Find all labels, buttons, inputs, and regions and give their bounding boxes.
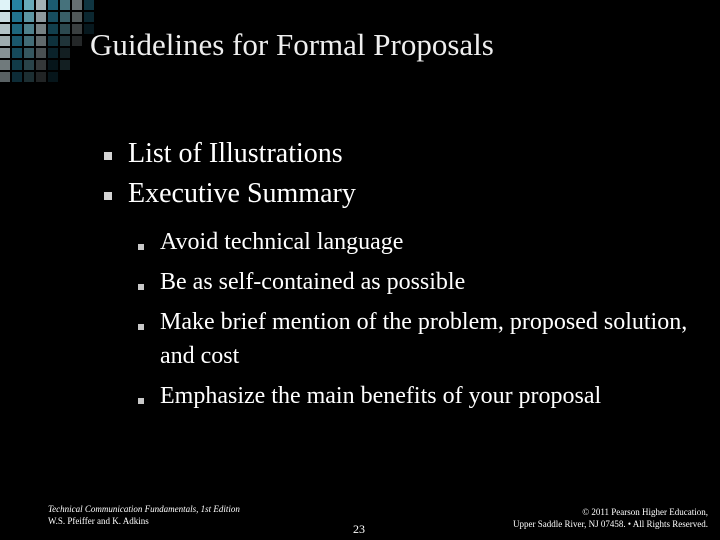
bullet-square-icon — [138, 244, 144, 250]
mosaic-tiles — [0, 0, 94, 82]
bullet-text: Executive Summary — [128, 178, 356, 209]
mosaic-tile — [36, 36, 46, 46]
sub-bullet-list — [138, 225, 698, 419]
sub-bullet-text: Be as self-contained as possible — [160, 269, 466, 295]
mosaic-tile — [12, 60, 22, 70]
sub-bullet-item — [138, 265, 698, 299]
mosaic-tile — [48, 60, 58, 70]
bullet-square-icon — [138, 398, 144, 404]
mosaic-tile — [60, 0, 70, 10]
mosaic-tile — [72, 36, 82, 46]
bullet-text: List of Illustrations — [128, 138, 343, 169]
mosaic-tile — [84, 12, 94, 22]
mosaic-tile — [48, 12, 58, 22]
mosaic-tile — [60, 36, 70, 46]
mosaic-tile — [48, 72, 58, 82]
mosaic-tile — [36, 48, 46, 58]
main-bullet-list — [104, 134, 356, 214]
bullet-item — [104, 174, 356, 214]
sub-bullet-item — [138, 305, 698, 373]
sub-bullet-text: Emphasize the main benefits of your proposal — [160, 383, 602, 409]
mosaic-tile — [72, 24, 82, 34]
sub-bullet-item — [138, 379, 698, 413]
mosaic-tile — [12, 48, 22, 58]
footer-book-info — [48, 503, 240, 527]
mosaic-tile — [60, 48, 70, 58]
mosaic-tile — [48, 36, 58, 46]
bullet-square-icon — [104, 192, 112, 200]
mosaic-tile — [36, 72, 46, 82]
mosaic-tile — [36, 60, 46, 70]
mosaic-tile — [0, 0, 10, 10]
mosaic-tile — [0, 72, 10, 82]
mosaic-tile — [48, 0, 58, 10]
mosaic-tile — [24, 36, 34, 46]
mosaic-tile — [36, 12, 46, 22]
sub-bullet-text: Avoid technical language — [160, 229, 404, 255]
bullet-square-icon — [138, 324, 144, 330]
mosaic-tile — [12, 24, 22, 34]
mosaic-tile — [48, 24, 58, 34]
mosaic-tile — [0, 12, 10, 22]
sub-bullet-item — [138, 225, 698, 259]
copyright-line-1: © 2011 Pearson Higher Education, — [582, 507, 708, 517]
mosaic-tile — [12, 36, 22, 46]
sub-bullet-text: Make brief mention of the problem, proposed solution, and cost — [160, 309, 688, 369]
mosaic-tile — [36, 0, 46, 10]
footer-copyright — [513, 506, 708, 530]
mosaic-tile — [24, 24, 34, 34]
mosaic-tile — [12, 12, 22, 22]
mosaic-tile — [0, 36, 10, 46]
bullet-square-icon — [138, 284, 144, 290]
bullet-item — [104, 134, 356, 174]
bullet-square-icon — [104, 152, 112, 160]
mosaic-tile — [24, 48, 34, 58]
page-number: 23 — [353, 522, 365, 536]
slide-title: Guidelines for Formal Proposals — [90, 27, 494, 62]
mosaic-tile — [0, 60, 10, 70]
mosaic-tile — [36, 24, 46, 34]
copyright-line-2: Upper Saddle River, NJ 07458. • All Rights Reserved. — [512, 519, 708, 529]
mosaic-tile — [0, 48, 10, 58]
mosaic-tile — [12, 72, 22, 82]
mosaic-tile — [60, 60, 70, 70]
mosaic-tile — [60, 12, 70, 22]
mosaic-tile — [12, 0, 22, 10]
mosaic-tile — [24, 0, 34, 10]
mosaic-tile — [84, 0, 94, 10]
mosaic-tile — [72, 0, 82, 10]
mosaic-tile — [72, 12, 82, 22]
mosaic-tile — [60, 24, 70, 34]
mosaic-tile — [24, 60, 34, 70]
mosaic-tile — [0, 24, 10, 34]
decorative-mosaic — [0, 0, 100, 84]
footer-authors: W.S. Pfeiffer and K. Adkins — [48, 516, 149, 526]
mosaic-tile — [24, 12, 34, 22]
mosaic-tile — [24, 72, 34, 82]
mosaic-tile — [48, 48, 58, 58]
footer-book-title: Technical Communication Fundamentals, 1st Edition — [48, 504, 240, 514]
